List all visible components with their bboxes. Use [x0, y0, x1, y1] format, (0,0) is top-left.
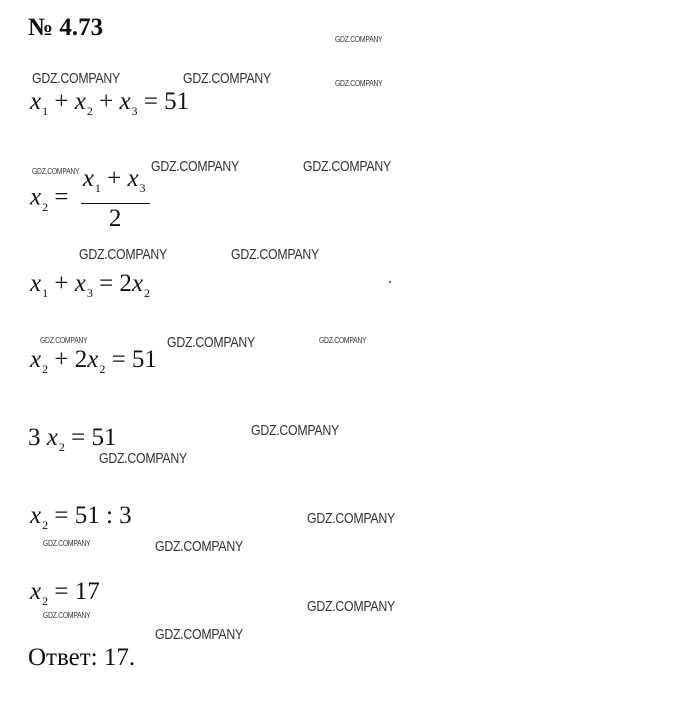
subscript: 3	[131, 104, 138, 118]
watermark: GDZ.COMPANY	[307, 598, 395, 615]
equation-double: $x_1 + x_3 = 2x_2$	[30, 270, 151, 300]
math-var: x	[30, 88, 42, 115]
watermark: GDZ.COMPANY	[155, 626, 243, 643]
watermark: GDZ.COMPANY	[303, 158, 391, 175]
watermark: GDZ.COMPANY	[79, 246, 167, 263]
fraction	[81, 164, 150, 234]
equation-division: $x_2 = 51$ : 3	[30, 502, 132, 532]
watermark: GDZ.COMPANY	[307, 510, 395, 527]
watermark: GDZ.COMPANY	[335, 35, 383, 44]
equation-sum	[30, 88, 189, 119]
watermark: GDZ.COMPANY	[167, 334, 255, 351]
watermark: GDZ.COMPANY	[155, 538, 243, 555]
math-var: x	[30, 183, 42, 211]
watermark: GDZ.COMPANY	[319, 336, 367, 345]
fraction-denominator: 2	[108, 205, 122, 232]
equation-result: $x_2 = 17$	[30, 578, 100, 608]
problem-number: № 4.73	[28, 14, 104, 41]
answer-text: Ответ: 17.	[28, 644, 136, 671]
watermark: GDZ.COMPANY	[251, 422, 339, 439]
math-var: x	[74, 88, 86, 115]
watermark: GDZ.COMPANY	[32, 167, 80, 176]
watermark: GDZ.COMPANY	[43, 611, 91, 620]
subscript: 2	[42, 199, 49, 214]
watermark: GDZ.COMPANY	[40, 336, 88, 345]
math-rhs: = 51	[143, 88, 190, 115]
watermark: GDZ.COMPANY	[183, 70, 271, 87]
fraction-numerator: $x_1 + x_3$	[81, 164, 150, 204]
watermark: GDZ.COMPANY	[231, 246, 319, 263]
math-op: +	[99, 88, 114, 115]
watermark: GDZ.COMPANY	[335, 79, 383, 88]
watermark: GDZ.COMPANY	[99, 450, 187, 467]
math-op: =	[54, 183, 69, 211]
subscript: 2	[86, 104, 93, 118]
watermark: GDZ.COMPANY	[151, 158, 239, 175]
math-var: x	[119, 88, 131, 115]
equation-substituted: $x_2 + 2x_2 = 51$	[30, 346, 157, 376]
math-op: +	[54, 88, 69, 115]
equation-combined: 3 $x_2 = 51$	[28, 424, 117, 454]
watermark: GDZ.COMPANY	[32, 70, 120, 87]
subscript: 1	[42, 104, 49, 118]
stray-dot	[389, 281, 391, 283]
watermark: GDZ.COMPANY	[43, 539, 91, 548]
